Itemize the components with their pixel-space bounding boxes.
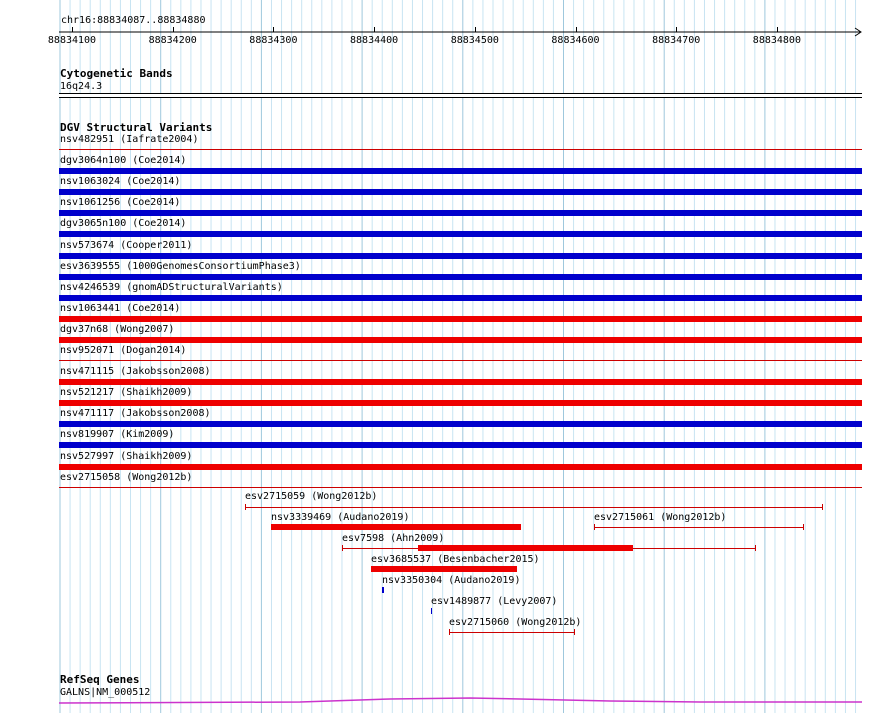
ruler-tick-mark xyxy=(475,27,476,32)
dgv-row-label: nsv1063024 (Coe2014) xyxy=(60,176,181,188)
refseq-gene-label: GALNS|NM_000512 xyxy=(60,687,151,698)
ruler-tick-label: 88834300 xyxy=(249,35,298,46)
refseq-track-title: RefSeq Genes xyxy=(60,673,140,686)
dgv-variant-feature[interactable] xyxy=(59,487,862,488)
dgv-row-label: dgv3065n100 (Coe2014) xyxy=(60,218,187,230)
feature-cap xyxy=(803,524,804,530)
dgv-row-label: nsv573674 (Cooper2011) xyxy=(60,239,193,251)
dgv-row-label: nsv482951 (Iafrate2004) xyxy=(60,134,199,145)
ruler-tick-label: 88834500 xyxy=(450,35,499,46)
dgv-track-title: DGV Structural Variants xyxy=(60,121,213,134)
cytoband-track-title: Cytogenetic Bands xyxy=(60,67,173,80)
dgv-variant-feature[interactable] xyxy=(59,360,862,361)
feature-cap xyxy=(449,629,450,635)
dgv-row-label: nsv1063441 (Coe2014) xyxy=(60,302,181,314)
ruler-tick-label: 88834200 xyxy=(148,35,197,46)
feature-esv2715061[interactable] xyxy=(594,527,804,528)
feature-esv3685537[interactable] xyxy=(371,566,517,572)
location-label: chr16:88834087..88834880 xyxy=(61,15,206,26)
ruler-tick-mark xyxy=(173,27,174,32)
feature-label: esv7598 (Ahn2009) xyxy=(342,533,445,544)
dgv-variant-feature[interactable] xyxy=(59,379,862,385)
dgv-variant-feature[interactable] xyxy=(59,168,862,174)
dgv-variant-feature[interactable] xyxy=(59,149,862,150)
feature-esv7598-block[interactable] xyxy=(418,545,633,551)
feature-label: esv2715061 (Wong2012b) xyxy=(594,512,727,523)
feature-cap xyxy=(755,545,756,551)
feature-esv2715060[interactable] xyxy=(449,632,575,633)
ruler-tick-mark xyxy=(72,27,73,32)
dgv-row-label: nsv819907 (Kim2009) xyxy=(60,429,175,441)
feature-cap xyxy=(574,629,575,635)
refseq-gene-model[interactable] xyxy=(0,692,890,712)
feature-cap xyxy=(245,504,246,510)
ruler-tick-mark xyxy=(676,27,677,32)
dgv-variant-feature[interactable] xyxy=(59,421,862,427)
dgv-row-label: nsv471117 (Jakobsson2008) xyxy=(60,408,211,420)
ruler-tick-label: 88834800 xyxy=(752,35,801,46)
feature-nsv3339469[interactable] xyxy=(271,524,521,530)
dgv-variant-feature[interactable] xyxy=(59,231,862,237)
feature-label: nsv3339469 (Audano2019) xyxy=(271,512,410,523)
ruler-tick-label: 88834600 xyxy=(551,35,600,46)
dgv-row-label: nsv952071 (Dogan2014) xyxy=(60,345,187,356)
feature-label: esv1489877 (Levy2007) xyxy=(431,596,558,607)
dgv-variant-feature[interactable] xyxy=(59,316,862,322)
dgv-variant-feature[interactable] xyxy=(59,210,862,216)
dgv-row-label: nsv527997 (Shaikh2009) xyxy=(60,450,193,462)
feature-nsv3350304[interactable] xyxy=(382,587,384,593)
cytoband-bar[interactable] xyxy=(59,93,862,98)
feature-cap xyxy=(822,504,823,510)
feature-label: esv2715059 (Wong2012b) xyxy=(245,491,378,502)
cytoband-label: 16q24.3 xyxy=(60,81,103,92)
dgv-variant-feature[interactable] xyxy=(59,253,862,259)
feature-cap xyxy=(342,545,343,551)
ruler-tick-label: 88834400 xyxy=(350,35,399,46)
dgv-variant-feature[interactable] xyxy=(59,189,862,195)
dgv-row-label: dgv3064n100 (Coe2014) xyxy=(60,155,187,167)
ruler-tick-mark xyxy=(273,27,274,32)
feature-label: esv2715060 (Wong2012b) xyxy=(449,617,582,628)
ruler-tick-mark xyxy=(576,27,577,32)
ruler-tick-mark xyxy=(374,27,375,32)
dgv-row-label: dgv37n68 (Wong2007) xyxy=(60,323,175,335)
dgv-row-label: nsv521217 (Shaikh2009) xyxy=(60,387,193,399)
feature-esv1489877[interactable] xyxy=(431,608,432,614)
feature-label: nsv3350304 (Audano2019) xyxy=(382,575,521,586)
ruler-tick-label: 88834100 xyxy=(47,35,97,46)
dgv-variant-feature[interactable] xyxy=(59,274,862,280)
dgv-row-label: nsv1061256 (Coe2014) xyxy=(60,197,181,209)
dgv-variant-feature[interactable] xyxy=(59,400,862,406)
dgv-variant-feature[interactable] xyxy=(59,464,862,470)
dgv-variant-feature[interactable] xyxy=(59,295,862,301)
dgv-row-label: nsv4246539 (gnomADStructuralVariants) xyxy=(60,281,283,293)
dgv-row-label: esv2715058 (Wong2012b) xyxy=(60,471,193,483)
dgv-row-label: nsv471115 (Jakobsson2008) xyxy=(60,366,211,378)
dgv-variant-feature[interactable] xyxy=(59,442,862,448)
feature-esv2715059[interactable] xyxy=(245,507,823,508)
ruler-tick-label: 88834700 xyxy=(652,35,701,46)
dgv-row-label: esv3639555 (1000GenomesConsortiumPhase3) xyxy=(60,260,301,272)
feature-label: esv3685537 (Besenbacher2015) xyxy=(371,554,540,565)
feature-cap xyxy=(594,524,595,530)
ruler-tick-mark xyxy=(777,27,778,32)
dgv-variant-feature[interactable] xyxy=(59,337,862,343)
